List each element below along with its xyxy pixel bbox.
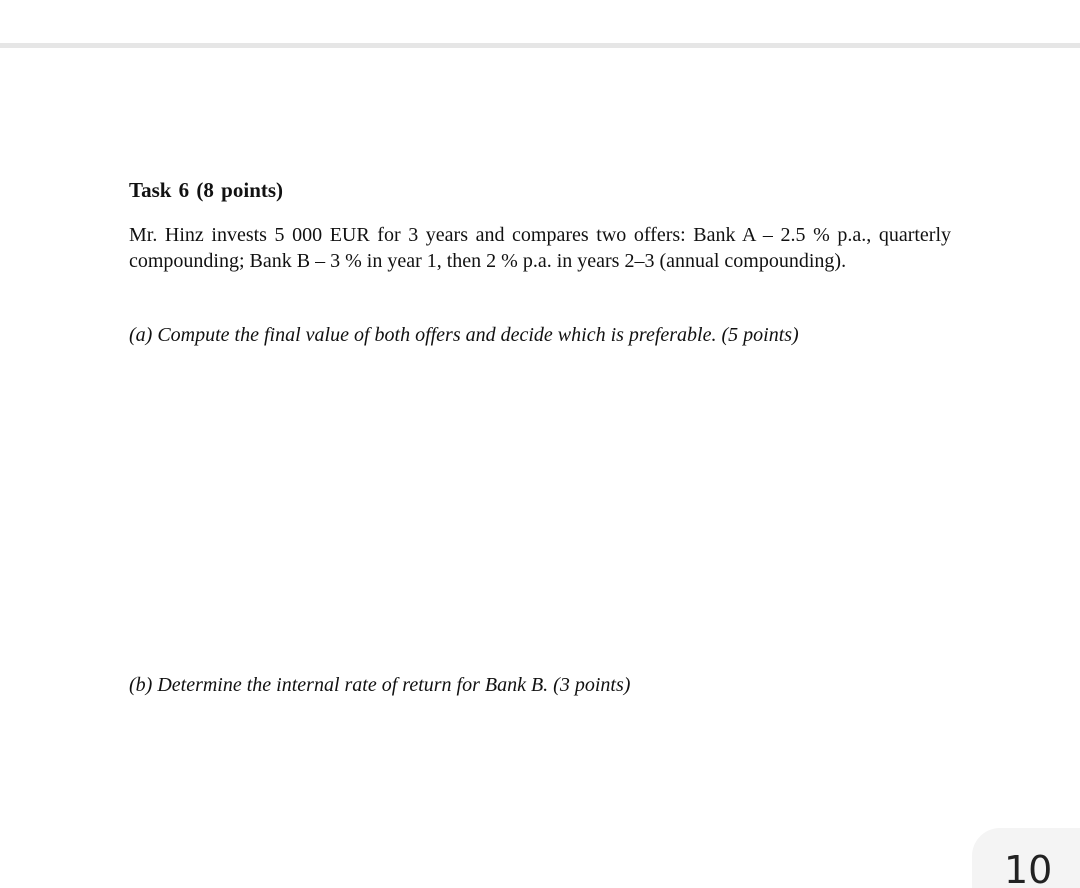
page-number: 10: [1004, 848, 1053, 888]
top-divider: [0, 43, 1080, 48]
task-part-b: (b) Determine the internal rate of return for Bank B. (3 points): [129, 674, 631, 696]
task-content: [129, 176, 951, 696]
task-part-a: (a) Compute the final value of both offers and decide which is preferable. (5 points): [129, 324, 799, 346]
task-intro-text: Mr. Hinz invests 5 000 EUR for 3 years and compares two offers: Bank A – 2.5 % p.a., quarterly compounding; Bank B – 3 % in year 1, then 2 % p.a. in years 2–3 (annual compounding).: [129, 224, 951, 272]
task-title: Task 6 (8 points): [129, 178, 284, 202]
